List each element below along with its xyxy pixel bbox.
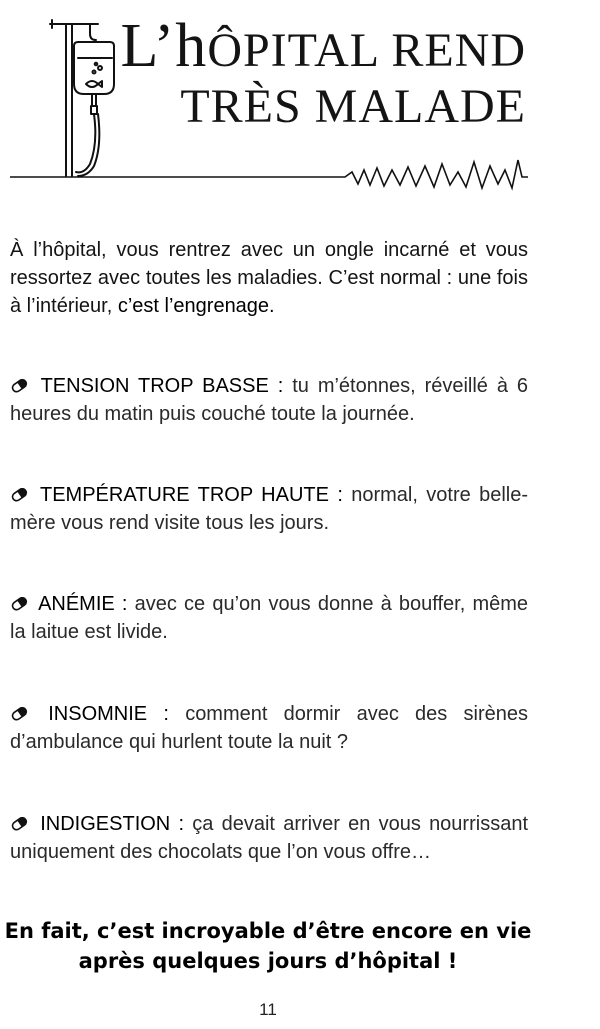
item-separator: : xyxy=(328,484,352,506)
item-term: TENSION TROP BASSE xyxy=(40,375,269,397)
pill-capsule-icon xyxy=(10,707,32,721)
intro-emphasis: c’est l’engrenage. xyxy=(117,295,275,317)
pill-capsule-icon xyxy=(10,379,32,393)
conclusion-line-2: après quelques jours d’hôpital ! xyxy=(78,949,458,973)
conclusion-line-1: En fait, c’est incroyable d’être encore en vie xyxy=(4,919,532,943)
title-initial: L’h xyxy=(120,12,208,80)
title-second-line: TRÈS MALADE xyxy=(180,80,526,133)
page-title xyxy=(120,12,526,135)
item-term: INDIGESTION xyxy=(40,813,171,835)
list-item xyxy=(10,372,528,428)
intro-text: À l’hôpital, vous rentrez avec un ongle incarné et vous ressortez avec toutes les maladies. C’est normal : une fois à l’intérieur, xyxy=(10,239,528,317)
list-item xyxy=(10,810,528,866)
item-separator: : xyxy=(114,593,135,615)
list-item xyxy=(10,481,528,537)
pill-capsule-icon xyxy=(10,597,32,611)
title-rest: ÔPITAL REND xyxy=(207,24,526,77)
pill-capsule-icon xyxy=(10,817,32,831)
item-description: tu m’étonnes, réveillé à 6 heures du matin puis couché toute la journée. xyxy=(10,375,528,425)
intro-paragraph xyxy=(10,236,528,320)
heartbeat-line-icon xyxy=(0,150,600,200)
list-item xyxy=(10,700,528,756)
item-description: normal, votre belle-mère vous rend visite tous les jours. xyxy=(10,484,529,534)
item-term: TEMPÉRATURE TROP HAUTE xyxy=(40,484,329,506)
item-description: avec ce qu’on vous donne à bouffer, même la laitue est livide. xyxy=(10,593,529,643)
item-term: ANÉMIE xyxy=(38,593,115,615)
item-separator: : xyxy=(268,375,293,397)
conclusion xyxy=(0,916,536,976)
item-description: ça devait arriver en vous nourrissant uniquement des chocolats que l’on vous offre… xyxy=(10,813,528,863)
item-term: INSOMNIE xyxy=(48,703,148,725)
item-description: comment dormir avec des sirènes d’ambulance qui hurlent toute la nuit ? xyxy=(10,703,529,753)
item-separator: : xyxy=(170,813,193,835)
pill-capsule-icon xyxy=(10,488,32,502)
page-number: 11 xyxy=(259,1000,277,1019)
item-separator: : xyxy=(147,703,186,725)
list-item xyxy=(10,590,528,646)
